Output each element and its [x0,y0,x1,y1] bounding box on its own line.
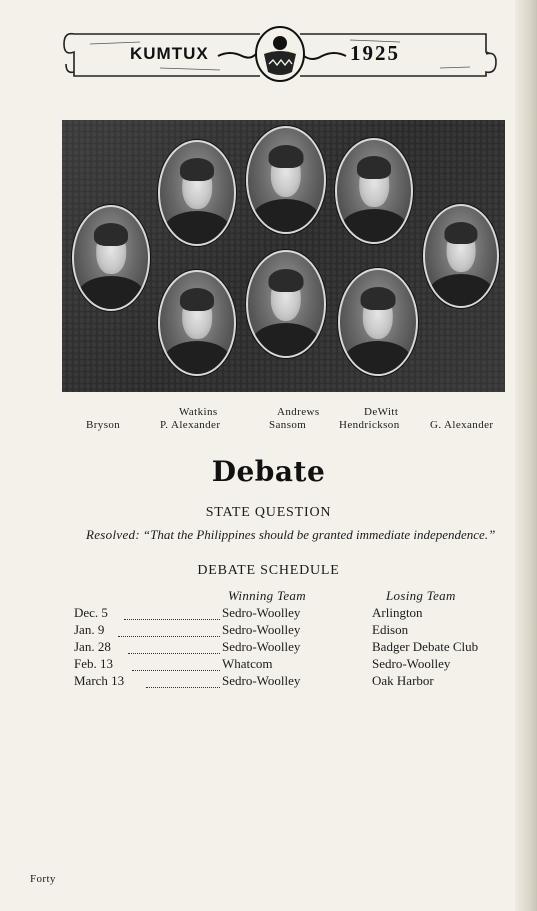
dot-leader [132,656,220,671]
caption-sansom: Sansom [269,419,307,431]
schedule-row [74,656,524,673]
caption-andrews: Andrews [277,406,320,418]
losing-team: Arlington [372,605,423,620]
portrait-bryson [72,205,150,311]
match-date: March 13 [74,673,125,688]
winning-team-header: Winning Team [228,588,306,603]
match-date: Dec. 5 [74,605,108,620]
losing-team: Edison [372,622,409,637]
losing-team: Oak Harbor [372,673,434,688]
schedule-row [74,639,524,656]
caption-g-alexander: G. Alexander [430,419,494,431]
caption-hendrickson: Hendrickson [339,419,400,431]
portrait-watkins [158,140,236,246]
winning-team: Sedro-Woolley [222,673,301,688]
header-banner [60,24,500,84]
match-date: Jan. 28 [74,639,111,654]
team-photo-panel [62,120,505,392]
state-question-heading: STATE QUESTION [205,505,332,520]
schedule-row [74,605,524,622]
yearbook-year: 1925 [350,41,400,65]
portrait-g-alexander [423,204,499,308]
page-title: Debate [211,455,326,488]
yearbook-title: KUMTUX [130,44,209,63]
portrait-p-alexander [158,270,236,376]
portrait-andrews [246,126,326,234]
dot-leader [146,673,220,688]
caption-p-alexander: P. Alexander [160,419,221,431]
caption-bryson: Bryson [86,419,121,431]
resolution-text [58,526,518,543]
portrait-dewitt [335,138,413,244]
winning-team: Sedro-Woolley [222,605,301,620]
schedule-row [74,622,524,639]
dot-leader [128,639,220,654]
caption-watkins: Watkins [179,406,218,418]
schedule-row [74,673,524,690]
portrait-sansom [246,250,326,358]
match-date: Feb. 13 [74,656,113,671]
portrait-hendrickson [338,268,418,376]
resolution-statement: : “That the Philippines should be granted immediate independence.” [135,527,496,542]
losing-team: Badger Debate Club [372,639,479,654]
resolved-label: Resolved [86,527,136,542]
schedule-heading: DEBATE SCHEDULE [197,563,340,578]
scroll-banner-icon [60,24,500,84]
page-number: Forty [30,873,56,885]
losing-team-header: Losing Team [386,588,456,603]
winning-team: Sedro-Woolley [222,639,301,654]
caption-dewitt: DeWitt [364,406,399,418]
match-date: Jan. 9 [74,622,105,637]
winning-team: Whatcom [222,656,273,671]
losing-team: Sedro-Woolley [372,656,451,671]
dot-leader [124,605,220,620]
winning-team: Sedro-Woolley [222,622,301,637]
dot-leader [118,622,220,637]
